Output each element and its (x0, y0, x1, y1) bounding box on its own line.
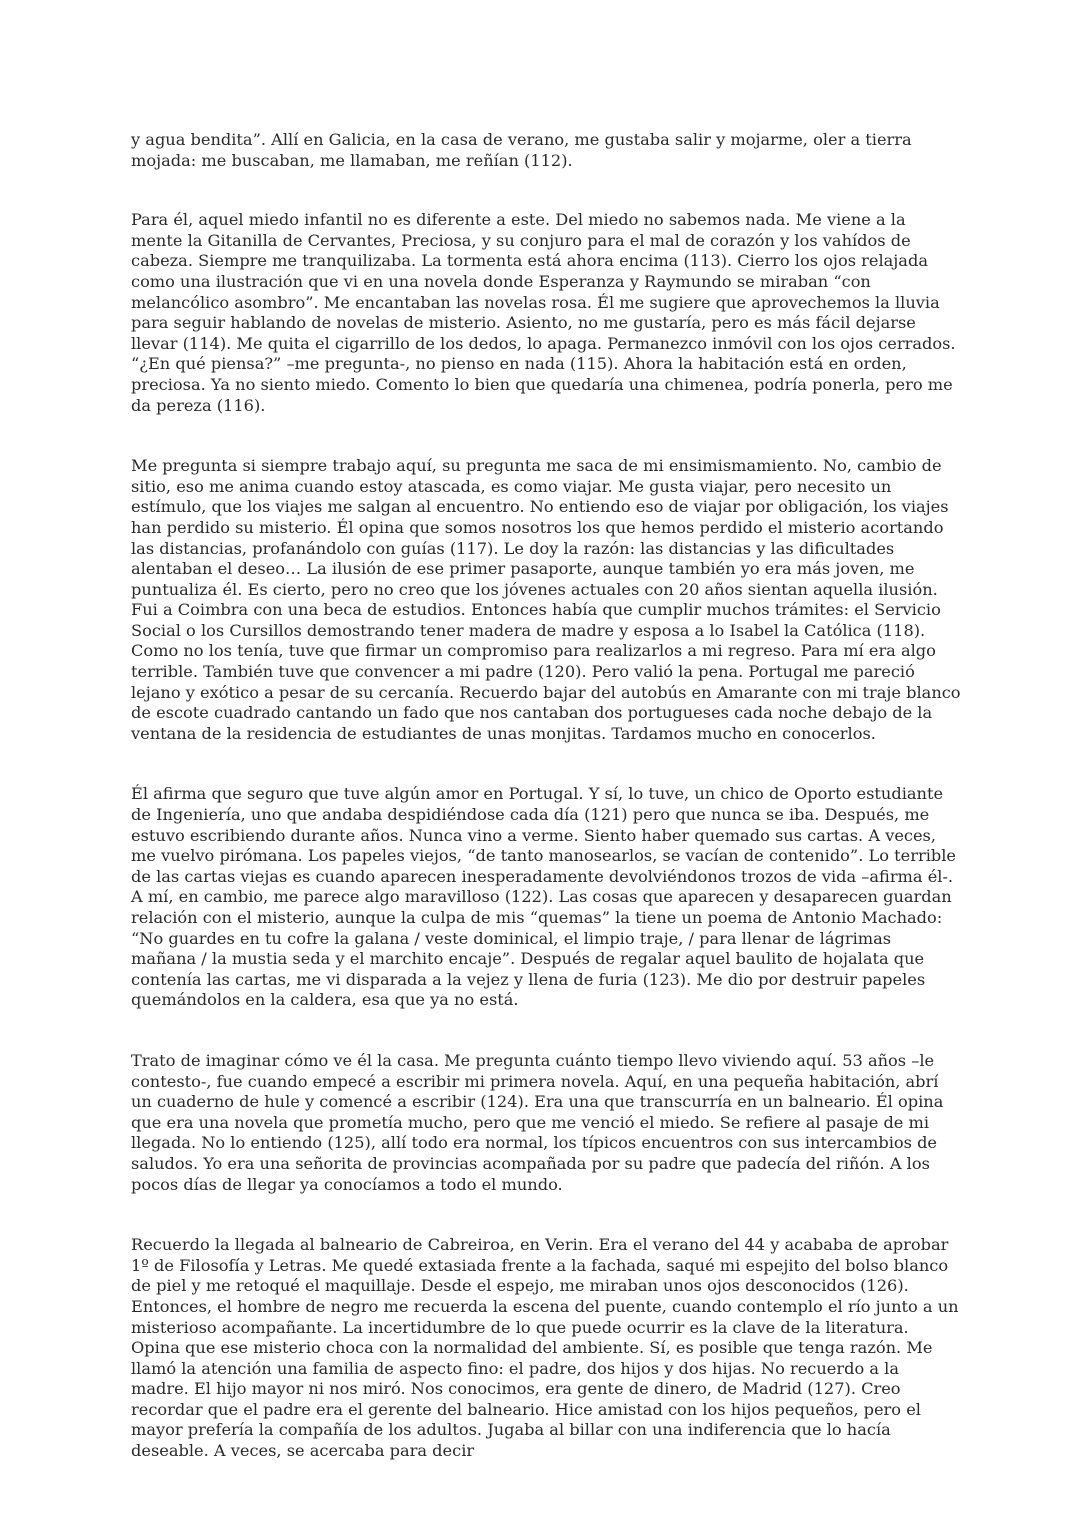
paragraph: Trato de imaginar cómo ve él la casa. Me pregunta cuánto tiempo llevo viviendo aquí. 53 años –le contesto-, fue cuando empecé a escribir mi primera novela. Aquí, en una pequeña habitación, abrí un cuaderno de hule y comencé a escribir (124). Era una que transcurría en un balneario. Él opina que era una novela que prometía mucho, pero que me venció el miedo. Se refiere al pasaje de mi llegada. No lo entiendo (125), allí todo era normal, los típicos encuentros con sus intercambios de saludos. Yo era una señorita de provincias acompañada por su padre que padecía del riñón. A los pocos días de llegar ya conocíamos a todo el mundo. (131, 1050, 944, 1194)
paragraph: Él afirma que seguro que tuve algún amor en Portugal. Y sí, lo tuve, un chico de Oporto estudiante de Ingeniería, uno que andaba despidiéndose cada día (121) pero que nunca se iba. Después, me estuvo escribiendo durante años. Nunca vino a verme. Siento haber quemado sus cartas. A veces, me vuelvo pirómana. Los papeles viejos, “de tanto manosearlos, se vacían de contenido”. Lo terrible de las cartas viejas es cuando aparecen inesperadamente devolviéndonos trozos de vida –afirma él-. A mí, en cambio, me parece algo maravilloso (122). Las cosas que aparecen y desaparecen guardan relación con el misterio, aunque la culpa de mis “quemas” la tiene un poema de Antonio Machado: “No guardes en tu cofre la galana / veste dominical, el limpio traje, / para llenar de lágrimas mañana / la mustia seda y el marchito encaje”. Después de regalar aquel baulito de hojalata que contenía las cartas, me vi disparada a la vejez y llena de furia (123). Me dio por destruir papeles quemándolos en la caldera, esa que ya no está. (131, 784, 956, 1010)
paragraph: Recuerdo la llegada al balneario de Cabreiroa, en Verin. Era el verano del 44 y acababa de aprobar 1º de Filosofía y Letras. Me quedé extasiada frente a la fachada, saqué mi espejito del bolso blanco de piel y me retoqué el maquillaje. Desde el espejo, me miraban unos ojos desconocidos (126). Entonces, el hombre de negro me recuerda la escena del puente, cuando contemplo el río junto a un misterioso acompañante. La incertidumbre de lo que puede ocurrir es la clave de la literatura. Opina que ese misterio choca con la normalidad del ambiente. Sí, es posible que tenga razón. Me llamó la atención una familia de aspecto fino: el padre, dos hijos y dos hijas. No recuerdo a la madre. El hijo mayor ni nos miró. Nos conocimos, era gente de dinero, de Madrid (127). Creo recordar que el padre era el gerente del balneario. Hice amistad con los hijos pequeños, pero el mayor prefería la compañía de los adultos. Jugaba al billar con una indiferencia que lo hacía deseable. A veces, se acercaba para decir (131, 1235, 959, 1461)
document-page (131, 130, 961, 1502)
paragraph: y agua bendita”. Allí en Galicia, en la casa de verano, me gustaba salir y mojarme, oler a tierra mojada: me buscaban, me llamaban, me reñían (112). (131, 130, 912, 170)
paragraph: Para él, aquel miedo infantil no es diferente a este. Del miedo no sabemos nada. Me viene a la mente la Gitanilla de Cervantes, Preciosa, y su conjuro para el mal de corazón y los vahídos de cabeza. Siempre me tranquilizaba. La tormenta está ahora encima (113). Cierro los ojos relajada como una ilustración que vi en una novela donde Esperanza y Raymundo se miraban “con melancólico asombro”. Me encantaban las novelas rosa. Él me sugiere que aprovechemos la lluvia para seguir hablando de novelas de misterio. Asiento, no me gustaría, pero es más fácil dejarse llevar (114). Me quita el cigarrillo de los dedos, lo apaga. Permanezco inmóvil con los ojos cerrados. “¿En qué piensa?” –me pregunta-, no pienso en nada (115). Ahora la habitación está en orden, preciosa. Ya no siento miedo. Comento lo bien que quedaría una chimenea, podría ponerla, pero me da pereza (116). (131, 210, 956, 415)
paragraph: Me pregunta si siempre trabajo aquí, su pregunta me saca de mi ensimismamiento. No, cambio de sitio, eso me anima cuando estoy atascada, es como viajar. Me gusta viajar, pero necesito un estímulo, que los viajes me salgan al encuentro. No entiendo eso de viajar por obligación, los viajes han perdido su misterio. Él opina que somos nosotros los que hemos perdido el misterio acortando las distancias, profanándolo con guías (117). Le doy la razón: las distancias y las dificultades alentaban el deseo… La ilusión de ese primer pasaporte, aunque también yo era más joven, me puntualiza él. Es cierto, pero no creo que los jóvenes actuales con 20 años sientan aquella ilusión. Fui a Coimbra con una beca de estudios. Entonces había que cumplir muchos trámites: el Servicio Social o los Cursillos demostrando tener madera de madre y esposa a lo Isabel la Católica (118). Como no los tenía, tuve que firmar un compromiso para realizarlos a mi regreso. Para mí era algo terrible. También tuve que convencer a mi padre (120). Pero valió la pena. Portugal me pareció lejano y exótico a pesar de su cercanía. Recuerdo bajar del autobús en Amarante con mi traje blanco de escote cuadrado cantando un fado que nos cantaban dos portugueses cada noche debajo de la ventana de la residencia de estudiantes de unas monjitas. Tardamos mucho en conocerlos. (131, 456, 961, 743)
